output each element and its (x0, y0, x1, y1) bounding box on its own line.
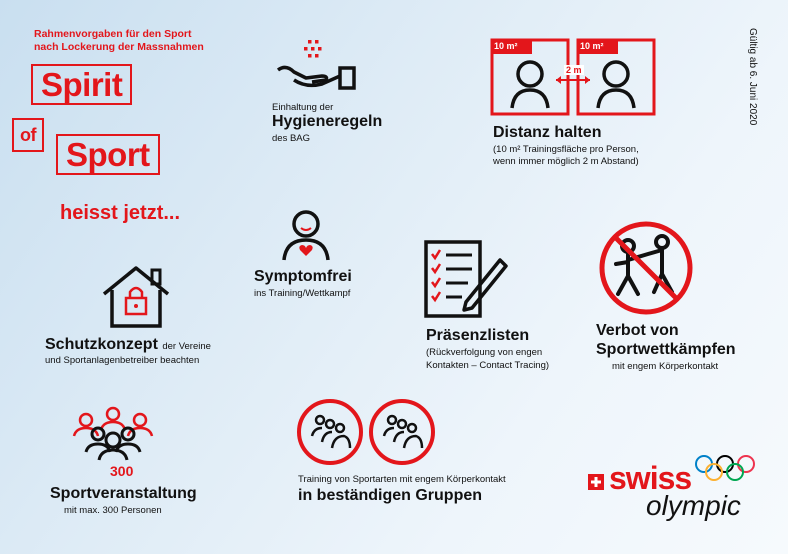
groups-title: in beständigen Gruppen (298, 487, 483, 504)
schutz-desc-2: und Sportanlagenbetreiber beachten (45, 355, 200, 366)
event-title: Sportveranstaltung (50, 485, 197, 502)
praesenz-title: Präsenzlisten (426, 327, 530, 344)
area-right-label: 10 m² (580, 41, 604, 51)
stable-groups-icon (296, 398, 438, 468)
swiss-cross-icon (588, 474, 604, 490)
intro-line-2: nach Lockerung der Massnahmen (34, 41, 204, 53)
distance-desc-2: wenn immer möglich 2 m Abstand) (493, 156, 639, 167)
hygiene-line1: Einhaltung der (272, 102, 334, 113)
validity-date (744, 28, 760, 188)
schutz-block (45, 336, 211, 354)
checklist-icon (422, 238, 508, 322)
spirit-box: Spirit (31, 64, 132, 105)
validity-text: Gültig ab 6. Juni 2020 (747, 28, 758, 126)
groups-desc: Training von Sportarten mit engem Körperkontakt (298, 474, 506, 485)
schutz-title: Schutzkonzept (45, 336, 158, 353)
logo-olympic: olympic (646, 490, 741, 521)
verbot-title-2: Sportwettkämpfen (596, 341, 736, 358)
house-lock-icon (100, 264, 172, 330)
gap-label: 2 m (566, 65, 582, 75)
healthy-person-icon (282, 210, 330, 262)
intro-line-1: Rahmenvorgaben für den Sport (34, 28, 192, 40)
distance-title: Distanz halten (493, 124, 602, 141)
hand-wash-icon (276, 40, 360, 100)
schutz-desc-1: der Vereine (162, 341, 211, 352)
crowd-icon (72, 406, 154, 462)
symptom-desc: ins Training/Wettkampf (254, 288, 351, 299)
intro-text (34, 28, 204, 54)
praesenz-desc-1: (Rückverfolgung von engen (426, 347, 543, 358)
olympic-rings-icon (694, 454, 756, 482)
distance-desc-1: (10 m² Trainingsfläche pro Person, (493, 144, 639, 155)
symptom-title: Symptomfrei (254, 268, 352, 285)
event-desc: mit max. 300 Personen (64, 505, 162, 516)
event-number: 300 (110, 463, 134, 479)
of-box: of (12, 118, 44, 152)
area-left-label: 10 m² (494, 41, 518, 51)
praesenz-desc-2: Kontakten – Contact Tracing) (426, 360, 550, 371)
no-contact-sport-icon (598, 220, 694, 316)
verbot-desc: mit engem Körperkontakt (612, 361, 719, 372)
heisst-jetzt: heisst jetzt... (60, 202, 181, 224)
hygiene-line3: des BAG (272, 133, 311, 144)
sport-box: Sport (56, 134, 160, 175)
hygiene-title: Hygieneregeln (272, 113, 383, 130)
logo-swiss: swiss (609, 460, 692, 496)
verbot-title-1: Verbot von (596, 322, 679, 339)
